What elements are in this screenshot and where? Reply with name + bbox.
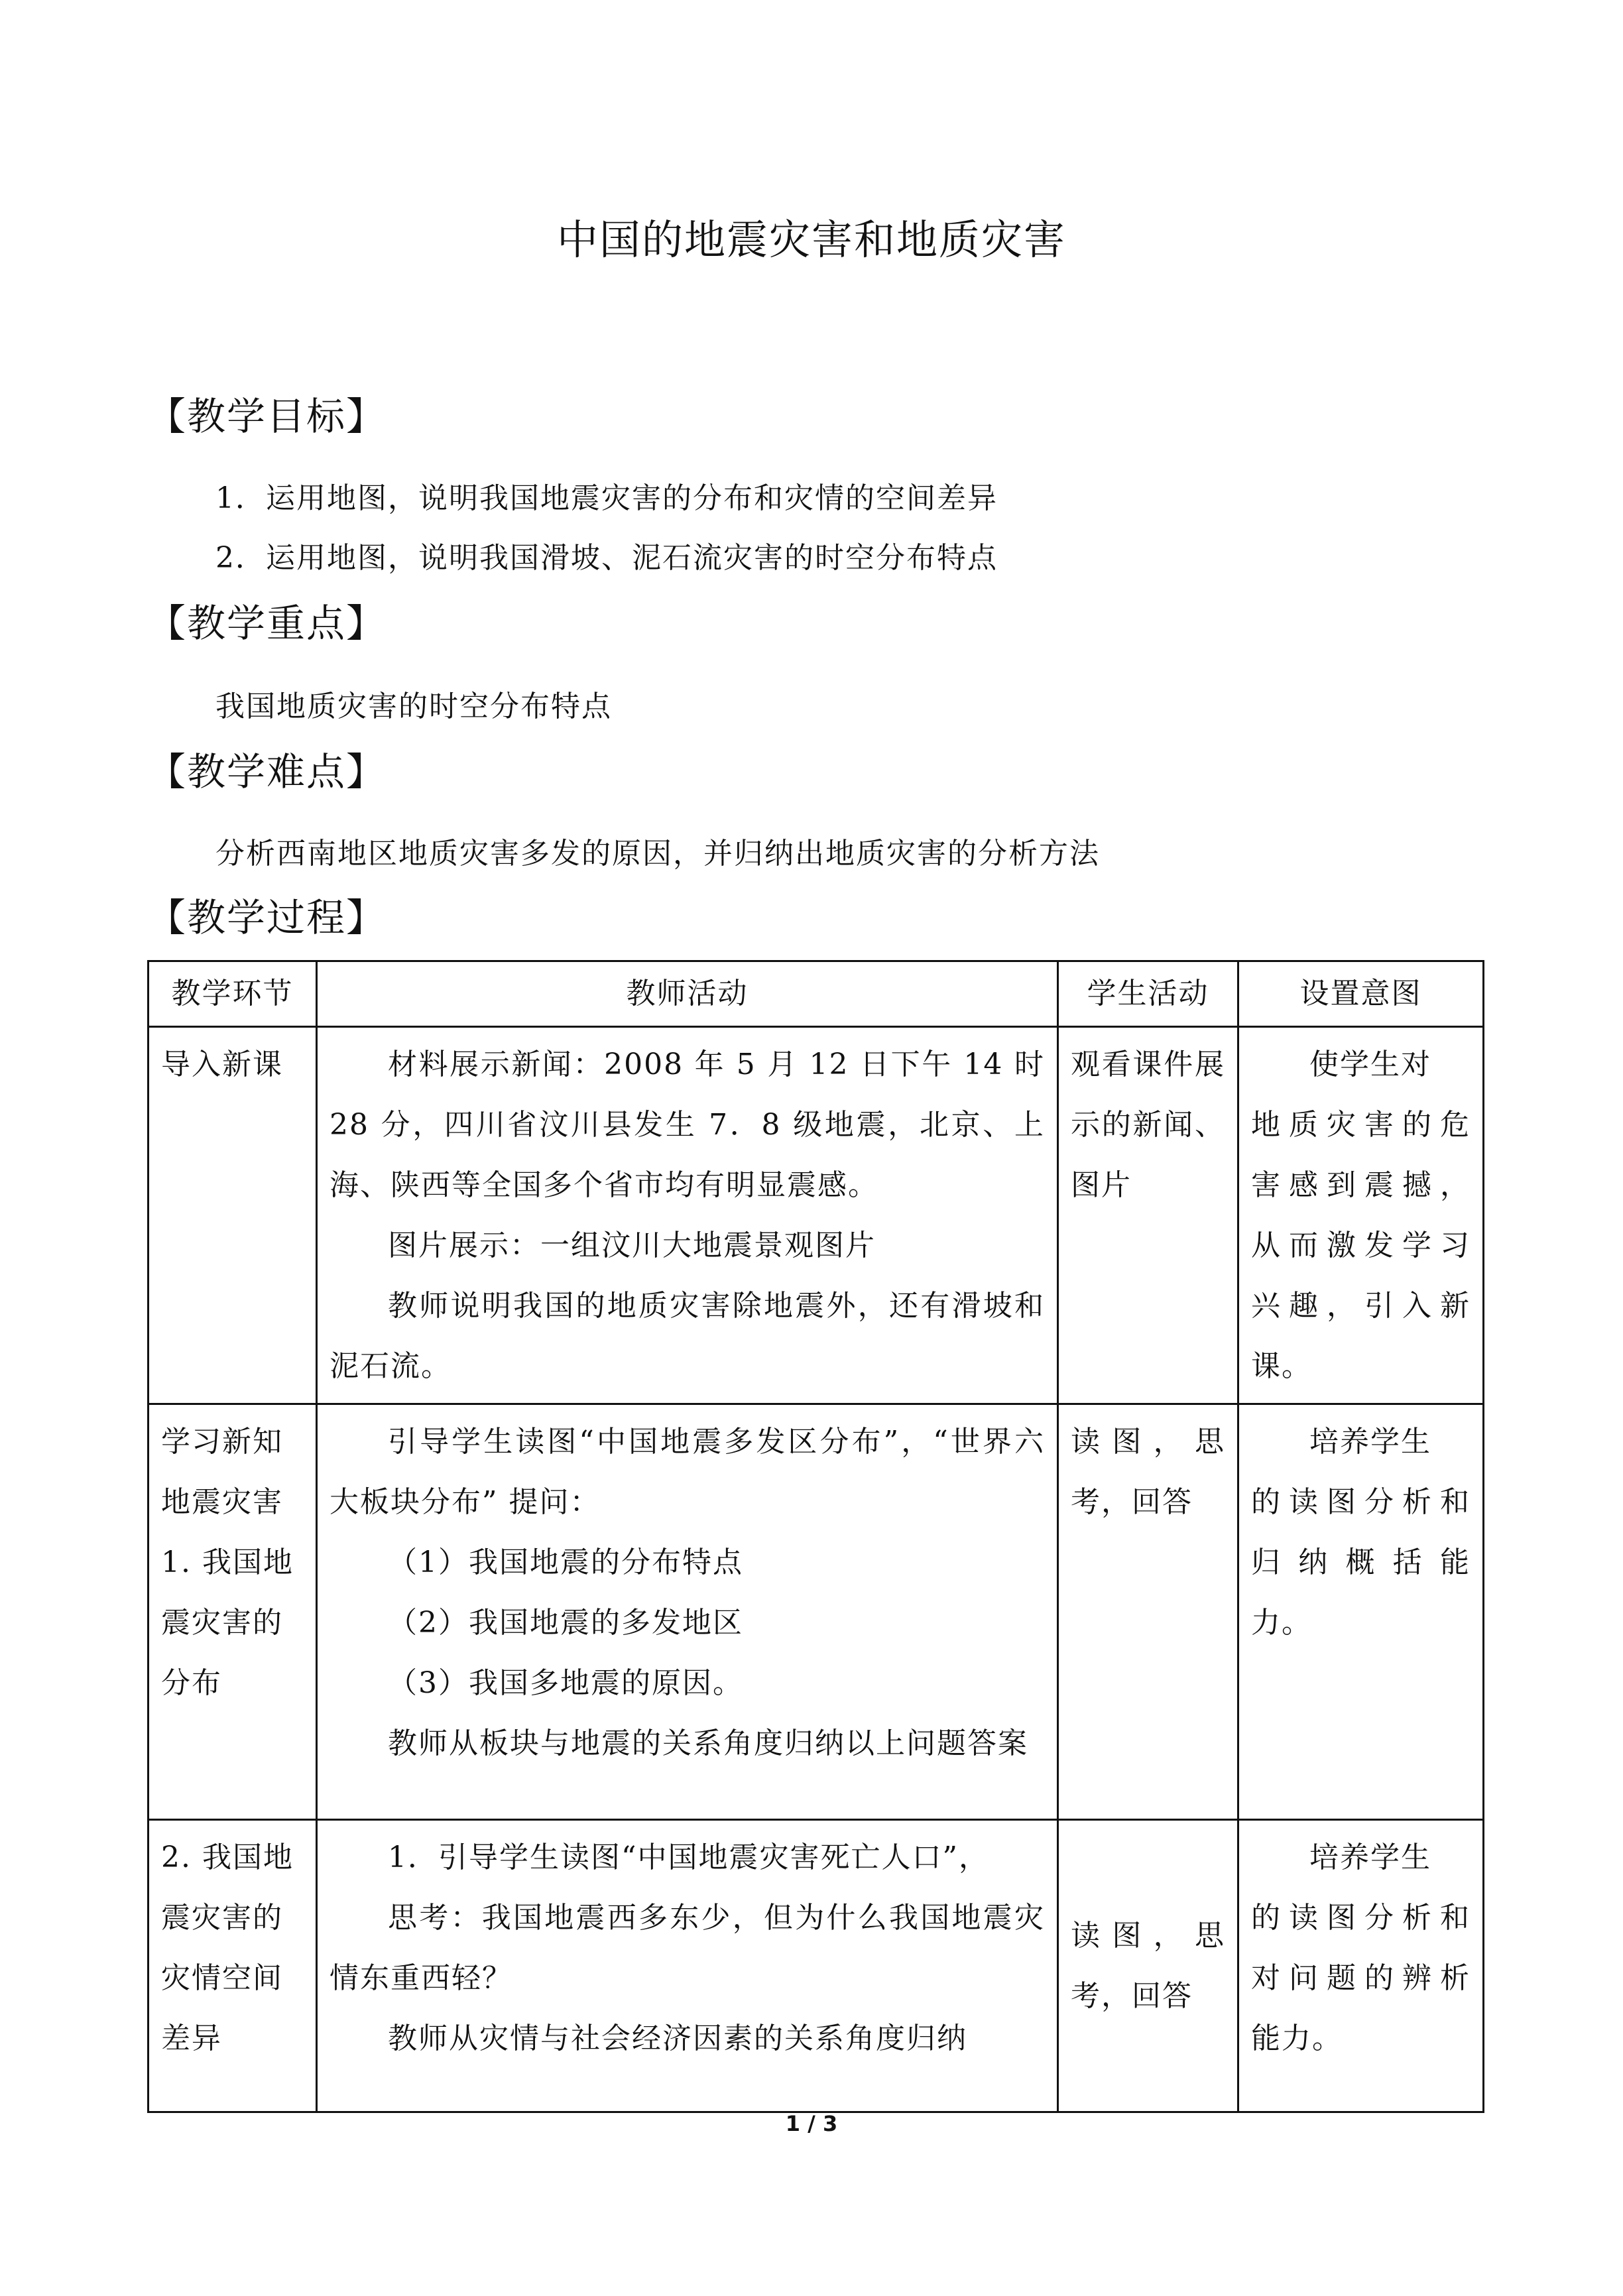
- stage-line: 差异: [161, 2022, 222, 2055]
- intent-cell: [1238, 1404, 1484, 1820]
- goal-item-1: 1．运用地图，说明我国地震灾害的分布和灾情的空间差异: [215, 481, 998, 515]
- teacher-paragraph: 材料展示新闻：2008 年 5 月 12 日下午 14 时 28 分，四川省汶川县发生 7．8 级地震，北京、上海、陕西等全国多个省市均有明显震感。: [330, 1048, 1045, 1202]
- table-row: [149, 1404, 1484, 1820]
- stage-line: 震灾害的: [161, 1901, 283, 1935]
- teacher-paragraph: 教师从灾情与社会经济因素的关系角度归纳: [388, 2022, 967, 2055]
- student-cell: [1058, 1027, 1238, 1404]
- intent-line: 对问题的辨析: [1251, 1961, 1471, 1995]
- intent-line: 归纳概括能: [1251, 1545, 1471, 1579]
- page-title: 中国的地震灾害和地质灾害: [556, 215, 1066, 264]
- teacher-paragraph: 引导学生读图“中国地震多发区分布”，“世界六大板块分布” 提问：: [330, 1425, 1045, 1519]
- stage-line: 2. 我国地: [161, 1841, 294, 1874]
- stage-line: 分布: [161, 1666, 222, 1700]
- teacher-paragraph: 教师说明我国的地质灾害除地震外，还有滑坡和泥石流。: [330, 1289, 1045, 1383]
- process-heading: 【教学过程】: [147, 895, 387, 940]
- difficulty-heading: 【教学难点】: [147, 749, 387, 794]
- intent-cell: [1238, 1820, 1484, 2112]
- stage-line: 震灾害的: [161, 1606, 283, 1640]
- teacher-paragraph: （1）我国地震的分布特点: [388, 1545, 743, 1579]
- student-cell: [1058, 1820, 1238, 2112]
- header-teacher: 教师活动: [317, 961, 1058, 1027]
- intent-cell: [1238, 1027, 1484, 1404]
- goal-item-2: 2．运用地图，说明我国滑坡、泥石流灾害的时空分布特点: [215, 541, 998, 575]
- teacher-paragraph: （2）我国地震的多发地区: [388, 1606, 743, 1640]
- header-student: 学生活动: [1058, 961, 1238, 1027]
- stage-line: 1. 我国地: [161, 1545, 294, 1579]
- intent-line: 培养学生: [1309, 1425, 1431, 1459]
- table-row: [149, 1820, 1484, 2112]
- intent-line: 力。: [1251, 1606, 1312, 1640]
- intent-line: 兴趣，引入新: [1251, 1289, 1471, 1323]
- intent-line: 地质灾害的危: [1251, 1108, 1471, 1142]
- difficulty-text: 分析西南地区地质灾害多发的原因，并归纳出地质灾害的分析方法: [215, 837, 1100, 871]
- stage-line: 灾情空间: [161, 1961, 283, 1995]
- student-text: 读图，思考，回答: [1071, 1425, 1225, 1519]
- teacher-paragraph: 1．引导学生读图“中国地震灾害死亡人口”，: [388, 1841, 989, 1874]
- focus-heading: 【教学重点】: [147, 601, 387, 646]
- intent-line: 的读图分析和: [1251, 1485, 1471, 1519]
- intent-line: 培养学生: [1309, 1841, 1431, 1874]
- intent-line: 的读图分析和: [1251, 1901, 1471, 1935]
- intent-line: 害感到震撼，: [1251, 1168, 1471, 1202]
- stage-text: 导入新课: [161, 1048, 283, 1081]
- intent-line: 使学生对: [1309, 1048, 1431, 1081]
- intent-line: 能力。: [1251, 2022, 1343, 2055]
- stage-cell: [149, 1027, 317, 1404]
- goals-heading: 【教学目标】: [147, 394, 387, 439]
- header-stage: 教学环节: [149, 961, 317, 1027]
- stage-cell: [149, 1404, 317, 1820]
- teacher-cell: [317, 1820, 1058, 2112]
- stage-cell: [149, 1820, 317, 2112]
- stage-line: 学习新知: [161, 1425, 283, 1459]
- teacher-cell: [317, 1404, 1058, 1820]
- header-intent: 设置意图: [1238, 961, 1484, 1027]
- table-row: [149, 1027, 1484, 1404]
- focus-text: 我国地质灾害的时空分布特点: [215, 690, 612, 723]
- student-text: 读图，思考，回答: [1071, 1919, 1225, 2013]
- page-number: 1 / 3: [785, 2111, 838, 2136]
- intent-line: 课。: [1251, 1349, 1312, 1383]
- teacher-cell: [317, 1027, 1058, 1404]
- teaching-process-table: [147, 960, 1484, 2113]
- teacher-paragraph: 图片展示：一组汶川大地震景观图片: [388, 1229, 876, 1262]
- student-text: 观看课件展示的新闻、图片: [1071, 1048, 1225, 1202]
- teacher-paragraph: （3）我国多地震的原因。: [388, 1666, 743, 1700]
- stage-line: 地震灾害: [161, 1485, 283, 1519]
- teacher-paragraph: 教师从板块与地震的关系角度归纳以上问题答案: [388, 1726, 1028, 1760]
- table-header-row: [149, 961, 1484, 1027]
- teacher-paragraph: 思考：我国地震西多东少，但为什么我国地震灾情东重西轻？: [330, 1901, 1045, 1995]
- student-cell: [1058, 1404, 1238, 1820]
- intent-line: 从而激发学习: [1251, 1229, 1471, 1262]
